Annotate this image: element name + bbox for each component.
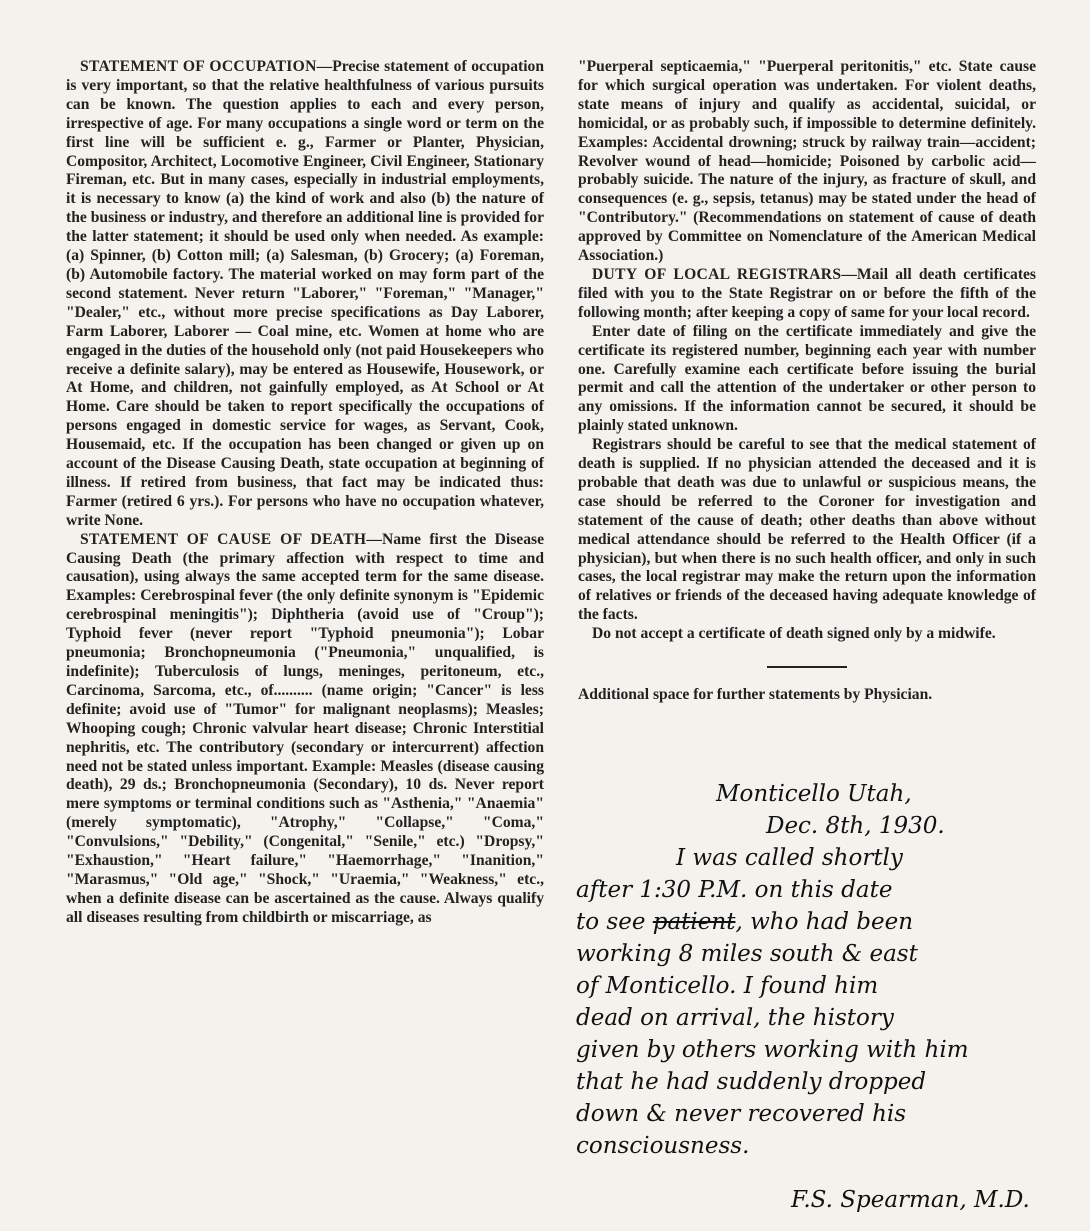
left-column — [66, 58, 544, 928]
physician-space-label: Additional space for further statements by Physician. — [578, 686, 933, 704]
handwritten-line: dead on arrival, the history — [576, 1005, 894, 1031]
handwritten-fragment: , who had been — [735, 909, 914, 935]
filing-paragraph: Enter date of filing on the certificate immediately and give the certificate its registered number, beginning each year with number one. Carefully examine each certificate before issuing the burial permit and call the attention of the undertaker or other person to any omissions. If the information cannot be secured, it should be plainly stated unknown. — [578, 322, 1036, 435]
handwritten-line: after 1:30 P.M. on this date — [576, 877, 893, 903]
duty-paragraph — [578, 266, 1036, 323]
cause-heading: STATEMENT OF CAUSE OF DEATH — [80, 530, 367, 548]
handwritten-line: Monticello Utah, — [716, 781, 912, 807]
duty-text: —Mail all death certificates filed with you to the State Registrar on or before the fifth of the following month; after keeping a copy of same for your local record. — [578, 265, 1036, 321]
handwritten-fragment: to see — [576, 909, 646, 935]
divider-rule — [767, 666, 847, 668]
occupation-heading: STATEMENT OF OCCUPATION — [80, 58, 317, 75]
midwife-paragraph: Do not accept a certificate of death signed only by a midwife. — [592, 625, 996, 643]
handwritten-line: given by others working with him — [576, 1037, 969, 1063]
registrars-paragraph: Registrars should be careful to see that the medical statement of death is supplied. If no physician attended the deceased and it is probable that death was due to unlawful or suspicious means, the case should be referred to the Coroner for investigation and statement of the cause of death; other deaths than above without medical attendance should be referred to the Health Officer (if a physician), but when there is no such health officer, and only in such cases, the local registrar may make the return upon the information of relatives or friends of the deceased having adequate knowledge of the facts. — [578, 436, 1036, 624]
handwritten-physician-statement — [576, 778, 1076, 1216]
handwritten-line: Dec. 8th, 1930. — [766, 813, 945, 839]
occupation-text: —Precise statement of occupation is very important, so that the relative healthfulness of various pursuits can be known. The question applies to each and every person, irrespective of age. For many occupations a single word or term on the first line will be sufficient e. g., Farmer or Planter, Physician, Compositor, Architect, Locomotive Engineer, Civil Engineer, Stationary Fireman, etc. But in many cases, especially in industrial employments, it is necessary to know (a) the kind of work and also (b) the nature of the business or industry, and therefore an additional line is provided for the latter statement; it should be used only when needed. As example: (a) Spinner, (b) Cotton mill; (a) Salesman, (b) Grocery; (a) Foreman, (b) Automobile factory. The material worked on may form part of the second statement. Never return "Laborer," "Foreman," "Manager," "Dealer," etc., without more precise specifications as Day Laborer, Farm Laborer, Laborer — Coal mine, etc. Women at home who are engaged in the duties of the household only (not paid Housekeepers who receive a definite salary), may be entered as Housewife, Housework, or At Home, and children, not gainfully employed, as At School or At Home. Care should be taken to report specifically the occupations of persons engaged in domestic service for wages, as Servant, Cook, Housemaid, etc. If the occupation has been changed or given up on account of the Disease Causing Death, state occupation at beginning of illness. If retired from business, that fact may be indicated thus: Farmer (retired 6 yrs.). For persons who have no occupation whatever, write None. — [66, 58, 544, 529]
handwritten-line: working 8 miles south & east — [576, 941, 918, 967]
handwritten-line: consciousness. — [576, 1133, 750, 1159]
occupation-paragraph — [66, 58, 544, 531]
right-column — [578, 58, 1036, 705]
physician-signature: F.S. Spearman, M.D. — [791, 1187, 1030, 1213]
duty-heading: DUTY OF LOCAL REGISTRARS — [592, 265, 842, 283]
handwritten-line — [576, 906, 1076, 938]
cause-text: —Name first the Disease Causing Death (the primary affection with respect to time and causation), using always the same accepted term for the same disease. Examples: Cerebrospinal fever (the only definite synonym is "Epidemic cerebrospinal meningitis"); Diphtheria (avoid use of "Croup"); Typhoid fever (never report "Typhoid pneumonia"); Lobar pneumonia; Bronchopneumonia ("Pneumonia," unqualified, is indefinite); Tuberculosis of lungs, meninges, peritoneum, etc., Carcinoma, Sarcoma, etc., of.......... (name origin; "Cancer" is less definite; avoid use of "Tumor" for malignant neoplasms); Measles; Whooping cough; Chronic valvular heart disease; Chronic Interstitial nephritis, etc. The contributory (secondary or intercurrent) affection need not be stated unless important. Example: Measles (disease causing death), 29 ds.; Bronchopneumonia (Secondary), 10 ds. Never report mere symptoms or terminal conditions such as "Asthenia," "Anaemia" (merely symptomatic), "Atrophy," "Collapse," "Coma," "Convulsions," "Debility," (Congenital," "Senile," etc.) "Dropsy," "Exhaustion," "Heart failure," "Haemorrhage," "Inanition," "Marasmus," "Old age," "Shock," "Uraemia," "Weakness," etc., when a definite disease can be ascertained as the cause. Always qualify all diseases resulting from childbirth or miscarriage, as — [66, 530, 545, 926]
handwritten-line: down & never recovered his — [576, 1101, 907, 1127]
handwritten-line: I was called shortly — [676, 845, 903, 871]
struck-word: patient — [652, 909, 736, 935]
continuation-paragraph: "Puerperal septicaemia," "Puerperal peritonitis," etc. State cause for which surgical operation was undertaken. For violent deaths, state means of injury and qualify as accidental, suicidal, or homicidal, or as probably such, if impossible to determine definitely. Examples: Accidental drowning; struck by railway train—accident; Revolver wound of head—homicide; Poisoned by carbolic acid—probably suicide. The nature of the injury, as fracture of skull, and consequences (e. g., sepsis, tetanus) may be stated under the head of "Contributory." (Recommendations on statement of cause of death approved by Committee on Nomenclature of the American Medical Association.) — [578, 58, 1036, 265]
cause-paragraph — [66, 531, 544, 928]
handwritten-line: of Monticello. I found him — [576, 973, 879, 999]
handwritten-line: that he had suddenly dropped — [576, 1069, 927, 1095]
